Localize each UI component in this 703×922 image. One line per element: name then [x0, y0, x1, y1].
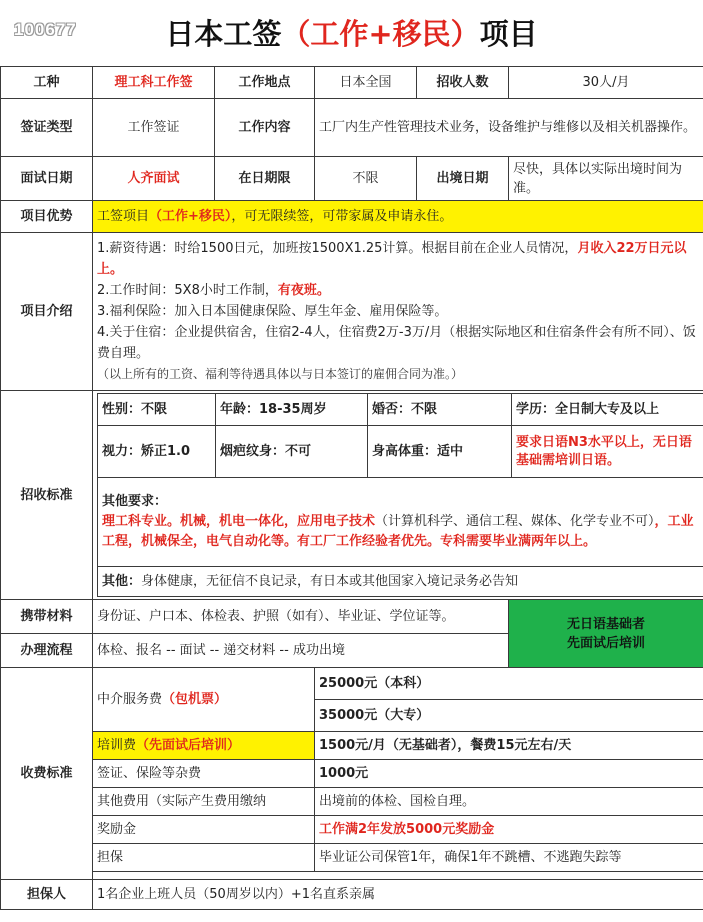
fee-bonus-row: [1, 816, 703, 844]
fee-agency-bachelor: 25000元（本科）: [315, 668, 703, 700]
row-dates: [1, 157, 703, 201]
fee-spacer: [93, 872, 703, 880]
fee-training-label: [93, 732, 315, 760]
fee-visa-row: [1, 760, 703, 788]
row-materials: [1, 600, 703, 634]
visa-label: 签证类型: [1, 99, 93, 157]
process-label: 办理流程: [1, 634, 93, 668]
content-label: 工作内容: [215, 99, 315, 157]
stay-value: 不限: [315, 157, 417, 201]
recruit-tattoo: 烟疤纹身：不可: [216, 426, 368, 478]
recruit-education: 学历：全日制大专及以上: [512, 394, 703, 426]
stay-label: 在日期限: [215, 157, 315, 201]
fee-guarantee-value: 毕业证公司保管1年，确保1年不跳槽、不逃跑失踪等: [315, 844, 703, 872]
row-job-info: [1, 67, 703, 99]
intro-salary: [97, 238, 699, 280]
intro-note: （以上所有的工资、福利等待遇具体以与日本签订的雇佣合同为准。）: [97, 367, 464, 381]
row-recruit: [1, 391, 703, 600]
visa-value: 工作签证: [93, 99, 215, 157]
intro-welfare: 3.福利保险：加入日本国健康保险、厚生年金、雇用保险等。: [97, 304, 448, 319]
recruit-label: 招收标准: [1, 391, 93, 600]
interview-value: 人齐面试: [93, 157, 215, 201]
fee-agency-label-text: 中介服务费: [97, 692, 163, 707]
materials-value: 身份证、户口本、体检表、护照（如有）、毕业证、学位证等。: [93, 600, 509, 634]
row-visa-info: [1, 99, 703, 157]
fee-other-row: [1, 788, 703, 816]
content-value: 工厂内生产性管理技术业务，设备维护与维修以及相关机器操作。: [315, 99, 703, 157]
fee-guarantee-row: [1, 844, 703, 872]
guarantor-value: 1名企业上班人员（50周岁以内）+1名直系亲属: [93, 880, 703, 910]
recruit-other-body: [102, 512, 703, 552]
intro-content: [93, 233, 703, 391]
header: [0, 0, 703, 66]
recruit-japanese: 要求日语N3水平以上，无日语基础需培训日语。: [512, 426, 703, 478]
fee-agency-label: [93, 668, 315, 732]
fee-agency-note: （包机票）: [162, 692, 228, 707]
fee-other-value: 出境前的体检、国检自理。: [315, 788, 703, 816]
fee-spacer-row: [1, 872, 703, 880]
location-value: 日本全国: [315, 67, 417, 99]
recruit-content: [93, 391, 703, 600]
project-table: [0, 66, 703, 910]
intro-hours-highlight: 有夜班。: [277, 283, 330, 298]
recruit-misc: [98, 567, 703, 597]
recruit-other-title: 其他要求：: [102, 494, 168, 509]
fee-guarantee-label: 担保: [93, 844, 315, 872]
process-value: 体检、报名 -- 面试 -- 递交材料 -- 成功出境: [93, 634, 509, 668]
advantage-part3: ，可无限续签，可带家属及申请永住。: [231, 209, 453, 224]
fee-agency-row-1: [1, 668, 703, 700]
depart-value: 尽快，具体以实际出境时间为准。: [509, 157, 703, 201]
intro-label: 项目介绍: [1, 233, 93, 391]
title-prefix: 日本工签: [165, 17, 282, 51]
green-notice-box: [509, 600, 703, 668]
intro-housing: 4.关于住宿：企业提供宿舍，住宿2-4人，住宿费2万-3万/月（根据实际地区和住宿条件会有所不同）、饭费自理。: [97, 325, 696, 361]
recruit-other: [98, 478, 703, 567]
advantage-label: 项目优势: [1, 201, 93, 233]
location-label: 工作地点: [215, 67, 315, 99]
recruit-gender: 性别：不限: [98, 394, 216, 426]
fee-bonus-label: 奖励金: [93, 816, 315, 844]
row-advantage: [1, 201, 703, 233]
advantage-part1: 工签项目: [97, 209, 150, 224]
row-guarantor: [1, 880, 703, 910]
recruit-majors-more: ，工业工程，机械保全，电气自动化等。有工厂工作经验者优先。专科需要毕业满两年以上。: [102, 514, 694, 549]
recruit-vision: 视力：矫正1.0: [98, 426, 216, 478]
headcount-label: 招收人数: [417, 67, 509, 99]
fee-other-label: 其他费用（实际产生费用缴纳: [93, 788, 315, 816]
job-type-value: 理工科工作签: [93, 67, 215, 99]
fee-bonus-value: 工作满2年发放5000元奖励金: [315, 816, 703, 844]
headcount-value: 30人/月: [509, 67, 703, 99]
recruit-excluded: （计算机科学、通信工程、媒体、化学专业不可）: [375, 514, 655, 529]
title-suffix: 项目: [479, 17, 538, 51]
fee-visa-label: 签证、保险等杂费: [93, 760, 315, 788]
title-highlight: （工作+移民）: [281, 17, 480, 51]
fee-visa-value: 1000元: [315, 760, 703, 788]
recruit-misc-value: 身体健康，无征信不良记录，有日本或其他国家入境记录务必告知: [141, 573, 519, 589]
guarantor-label: 担保人: [1, 880, 93, 910]
advantage-value: [93, 201, 703, 233]
recruit-height: 身高体重：适中: [368, 426, 512, 478]
recruit-majors: 理工科专业。机械，机电一体化，应用电子技术: [102, 514, 376, 529]
watermark-id: 100677: [14, 20, 77, 39]
fees-label: 收费标准: [1, 668, 93, 880]
fee-training-note: （先面试后培训）: [136, 738, 241, 753]
depart-label: 出境日期: [417, 157, 509, 201]
intro-hours-text: 2.工作时间：5X8小时工作制，: [97, 283, 278, 298]
intro-salary-highlight: 月收入22万日元以上。: [97, 241, 687, 277]
fee-agency-college: 35000元（大专）: [315, 700, 703, 732]
green-notice-line2: 先面试后培训: [566, 635, 645, 651]
advantage-part2: （工作+移民）: [149, 209, 232, 224]
intro-hours: [97, 280, 699, 301]
recruit-table: [97, 393, 703, 597]
intro-salary-text: 1.薪资待遇：时给1500日元，加班按1500X1.25计算。根据目前在企业人员情况，: [97, 241, 578, 256]
fee-training-label-text: 培训费: [97, 738, 137, 753]
recruit-misc-label: 其他：: [102, 573, 142, 589]
green-notice-line1: 无日语基础者: [566, 616, 645, 632]
recruit-age: 年龄：18-35周岁: [216, 394, 368, 426]
materials-label: 携带材料: [1, 600, 93, 634]
recruit-marriage: 婚否：不限: [368, 394, 512, 426]
interview-label: 面试日期: [1, 157, 93, 201]
row-intro: [1, 233, 703, 391]
page-title: [0, 12, 703, 53]
fee-training-value: 1500元/月（无基础者），餐费15元左右/天: [315, 732, 703, 760]
fee-training-row: [1, 732, 703, 760]
job-type-label: 工种: [1, 67, 93, 99]
